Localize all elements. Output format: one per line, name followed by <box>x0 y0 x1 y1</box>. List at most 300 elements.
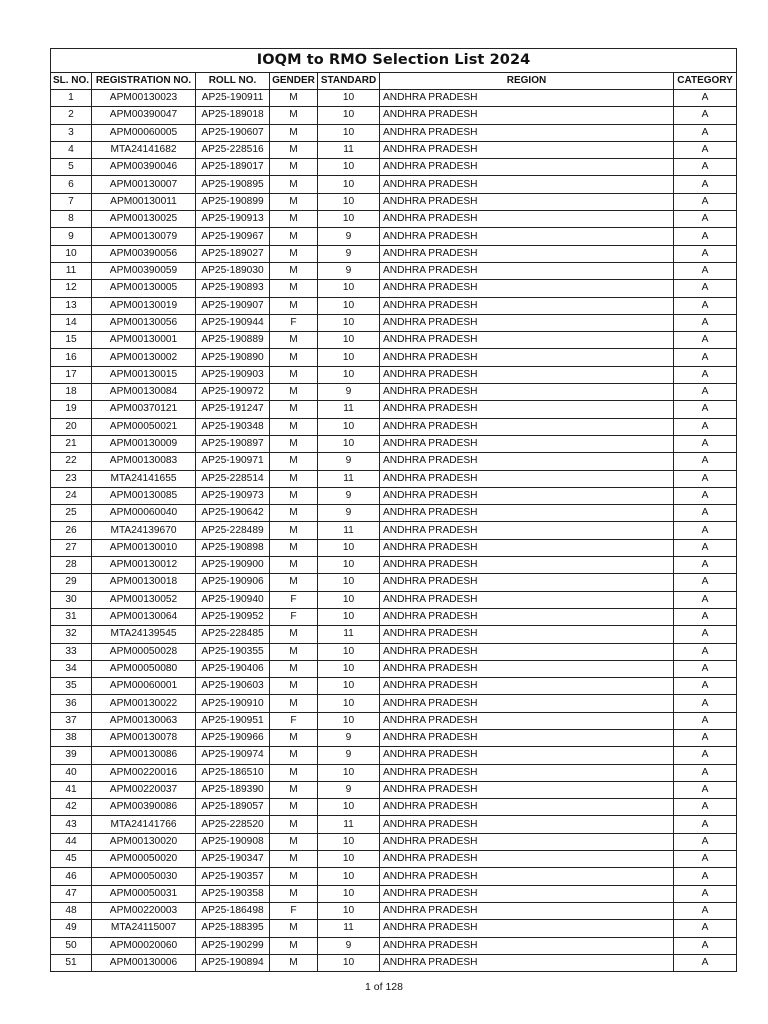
category-cell: A <box>674 332 737 349</box>
standard-cell: 10 <box>318 885 380 902</box>
roll-no-cell: AP25-228516 <box>196 141 270 158</box>
gender-cell: M <box>270 626 318 643</box>
registration-no-cell: APM00130078 <box>92 729 196 746</box>
gender-cell: M <box>270 107 318 124</box>
standard-cell: 9 <box>318 505 380 522</box>
title-row <box>51 49 737 73</box>
column-header-region: REGION <box>380 73 674 90</box>
category-cell: A <box>674 868 737 885</box>
standard-cell: 10 <box>318 660 380 677</box>
standard-cell: 9 <box>318 262 380 279</box>
region-cell: ANDHRA PRADESH <box>380 643 674 660</box>
standard-cell: 10 <box>318 539 380 556</box>
table-row <box>51 487 737 504</box>
category-cell: A <box>674 245 737 262</box>
category-cell: A <box>674 557 737 574</box>
sl-no-cell: 22 <box>51 453 92 470</box>
region-cell: ANDHRA PRADESH <box>380 626 674 643</box>
region-cell: ANDHRA PRADESH <box>380 833 674 850</box>
roll-no-cell: AP25-186510 <box>196 764 270 781</box>
category-cell: A <box>674 262 737 279</box>
category-cell: A <box>674 747 737 764</box>
gender-cell: M <box>270 522 318 539</box>
standard-cell: 9 <box>318 228 380 245</box>
gender-cell: M <box>270 660 318 677</box>
category-cell: A <box>674 505 737 522</box>
region-cell: ANDHRA PRADESH <box>380 764 674 781</box>
sl-no-cell: 51 <box>51 954 92 971</box>
standard-cell: 10 <box>318 435 380 452</box>
registration-no-cell: APM00060005 <box>92 124 196 141</box>
roll-no-cell: AP25-190895 <box>196 176 270 193</box>
gender-cell: M <box>270 937 318 954</box>
gender-cell: M <box>270 297 318 314</box>
roll-no-cell: AP25-190971 <box>196 453 270 470</box>
sl-no-cell: 3 <box>51 124 92 141</box>
sl-no-cell: 34 <box>51 660 92 677</box>
roll-no-cell: AP25-190406 <box>196 660 270 677</box>
registration-no-cell: APM00130010 <box>92 539 196 556</box>
table-row <box>51 851 737 868</box>
gender-cell: M <box>270 453 318 470</box>
roll-no-cell: AP25-228485 <box>196 626 270 643</box>
sl-no-cell: 35 <box>51 678 92 695</box>
registration-no-cell: APM00130085 <box>92 487 196 504</box>
region-cell: ANDHRA PRADESH <box>380 816 674 833</box>
roll-no-cell: AP25-190355 <box>196 643 270 660</box>
region-cell: ANDHRA PRADESH <box>380 176 674 193</box>
table-row <box>51 505 737 522</box>
roll-no-cell: AP25-189057 <box>196 799 270 816</box>
gender-cell: F <box>270 591 318 608</box>
table-row <box>51 539 737 556</box>
roll-no-cell: AP25-190967 <box>196 228 270 245</box>
registration-no-cell: APM00050020 <box>92 851 196 868</box>
category-cell: A <box>674 366 737 383</box>
registration-no-cell: APM00130052 <box>92 591 196 608</box>
registration-no-cell: APM00130019 <box>92 297 196 314</box>
table-row <box>51 262 737 279</box>
table-row <box>51 729 737 746</box>
region-cell: ANDHRA PRADESH <box>380 885 674 902</box>
sl-no-cell: 42 <box>51 799 92 816</box>
standard-cell: 11 <box>318 522 380 539</box>
sl-no-cell: 39 <box>51 747 92 764</box>
category-cell: A <box>674 539 737 556</box>
standard-cell: 10 <box>318 193 380 210</box>
table-row <box>51 90 737 107</box>
header-row <box>51 73 737 90</box>
page-number: 1 of 128 <box>365 981 403 993</box>
sl-no-cell: 33 <box>51 643 92 660</box>
sl-no-cell: 2 <box>51 107 92 124</box>
region-cell: ANDHRA PRADESH <box>380 799 674 816</box>
sl-no-cell: 23 <box>51 470 92 487</box>
roll-no-cell: AP25-190348 <box>196 418 270 435</box>
standard-cell: 10 <box>318 107 380 124</box>
sl-no-cell: 48 <box>51 902 92 919</box>
roll-no-cell: AP25-190897 <box>196 435 270 452</box>
roll-no-cell: AP25-190906 <box>196 574 270 591</box>
standard-cell: 10 <box>318 591 380 608</box>
roll-no-cell: AP25-190357 <box>196 868 270 885</box>
roll-no-cell: AP25-190907 <box>196 297 270 314</box>
roll-no-cell: AP25-190894 <box>196 954 270 971</box>
standard-cell: 10 <box>318 349 380 366</box>
standard-cell: 10 <box>318 678 380 695</box>
registration-no-cell: APM00050021 <box>92 418 196 435</box>
sl-no-cell: 41 <box>51 781 92 798</box>
region-cell: ANDHRA PRADESH <box>380 747 674 764</box>
table-row <box>51 453 737 470</box>
standard-cell: 10 <box>318 868 380 885</box>
standard-cell: 9 <box>318 245 380 262</box>
column-header-registration-no: REGISTRATION NO. <box>92 73 196 90</box>
column-header-sl-no: SL. NO. <box>51 73 92 90</box>
table-row <box>51 332 737 349</box>
roll-no-cell: AP25-190899 <box>196 193 270 210</box>
registration-no-cell: MTA24141682 <box>92 141 196 158</box>
gender-cell: M <box>270 90 318 107</box>
sl-no-cell: 20 <box>51 418 92 435</box>
gender-cell: M <box>270 401 318 418</box>
roll-no-cell: AP25-190974 <box>196 747 270 764</box>
gender-cell: M <box>270 193 318 210</box>
column-header-standard: STANDARD <box>318 73 380 90</box>
gender-cell: M <box>270 159 318 176</box>
registration-no-cell: APM00130022 <box>92 695 196 712</box>
roll-no-cell: AP25-186498 <box>196 902 270 919</box>
sl-no-cell: 36 <box>51 695 92 712</box>
registration-no-cell: MTA24139670 <box>92 522 196 539</box>
sl-no-cell: 27 <box>51 539 92 556</box>
table-row <box>51 245 737 262</box>
roll-no-cell: AP25-190898 <box>196 539 270 556</box>
registration-no-cell: APM00390047 <box>92 107 196 124</box>
region-cell: ANDHRA PRADESH <box>380 937 674 954</box>
standard-cell: 10 <box>318 764 380 781</box>
gender-cell: M <box>270 833 318 850</box>
standard-cell: 11 <box>318 470 380 487</box>
region-cell: ANDHRA PRADESH <box>380 591 674 608</box>
table-row <box>51 712 737 729</box>
sl-no-cell: 28 <box>51 557 92 574</box>
table-row <box>51 349 737 366</box>
table-row <box>51 124 737 141</box>
standard-cell: 10 <box>318 366 380 383</box>
table-row <box>51 435 737 452</box>
roll-no-cell: AP25-190952 <box>196 608 270 625</box>
gender-cell: M <box>270 124 318 141</box>
registration-no-cell: APM00130079 <box>92 228 196 245</box>
category-cell: A <box>674 574 737 591</box>
gender-cell: M <box>270 435 318 452</box>
table-row <box>51 557 737 574</box>
gender-cell: M <box>270 141 318 158</box>
sl-no-cell: 5 <box>51 159 92 176</box>
region-cell: ANDHRA PRADESH <box>380 868 674 885</box>
registration-no-cell: APM00130011 <box>92 193 196 210</box>
gender-cell: M <box>270 851 318 868</box>
gender-cell: M <box>270 470 318 487</box>
category-cell: A <box>674 678 737 695</box>
gender-cell: M <box>270 280 318 297</box>
sl-no-cell: 30 <box>51 591 92 608</box>
roll-no-cell: AP25-228520 <box>196 816 270 833</box>
category-cell: A <box>674 729 737 746</box>
category-cell: A <box>674 660 737 677</box>
registration-no-cell: APM00390086 <box>92 799 196 816</box>
sl-no-cell: 37 <box>51 712 92 729</box>
table-row <box>51 159 737 176</box>
roll-no-cell: AP25-190890 <box>196 349 270 366</box>
region-cell: ANDHRA PRADESH <box>380 280 674 297</box>
category-cell: A <box>674 643 737 660</box>
sl-no-cell: 29 <box>51 574 92 591</box>
table-row <box>51 902 737 919</box>
region-cell: ANDHRA PRADESH <box>380 522 674 539</box>
roll-no-cell: AP25-190893 <box>196 280 270 297</box>
roll-no-cell: AP25-188395 <box>196 920 270 937</box>
category-cell: A <box>674 384 737 401</box>
category-cell: A <box>674 107 737 124</box>
registration-no-cell: APM00050030 <box>92 868 196 885</box>
roll-no-cell: AP25-190889 <box>196 332 270 349</box>
gender-cell: M <box>270 505 318 522</box>
sl-no-cell: 8 <box>51 211 92 228</box>
region-cell: ANDHRA PRADESH <box>380 90 674 107</box>
region-cell: ANDHRA PRADESH <box>380 418 674 435</box>
region-cell: ANDHRA PRADESH <box>380 245 674 262</box>
roll-no-cell: AP25-191247 <box>196 401 270 418</box>
roll-no-cell: AP25-190944 <box>196 314 270 331</box>
category-cell: A <box>674 418 737 435</box>
page-title: IOQM to RMO Selection List 2024 <box>51 49 737 73</box>
table-row <box>51 660 737 677</box>
standard-cell: 11 <box>318 141 380 158</box>
standard-cell: 10 <box>318 695 380 712</box>
gender-cell: M <box>270 574 318 591</box>
standard-cell: 11 <box>318 626 380 643</box>
category-cell: A <box>674 141 737 158</box>
roll-no-cell: AP25-189018 <box>196 107 270 124</box>
sl-no-cell: 17 <box>51 366 92 383</box>
registration-no-cell: APM00050080 <box>92 660 196 677</box>
standard-cell: 10 <box>318 574 380 591</box>
table-row <box>51 816 737 833</box>
table-row <box>51 626 737 643</box>
category-cell: A <box>674 591 737 608</box>
category-cell: A <box>674 193 737 210</box>
standard-cell: 11 <box>318 920 380 937</box>
sl-no-cell: 49 <box>51 920 92 937</box>
registration-no-cell: APM00050028 <box>92 643 196 660</box>
standard-cell: 10 <box>318 159 380 176</box>
standard-cell: 10 <box>318 851 380 868</box>
category-cell: A <box>674 522 737 539</box>
standard-cell: 11 <box>318 401 380 418</box>
table-row <box>51 920 737 937</box>
category-cell: A <box>674 937 737 954</box>
sl-no-cell: 31 <box>51 608 92 625</box>
sl-no-cell: 15 <box>51 332 92 349</box>
roll-no-cell: AP25-190940 <box>196 591 270 608</box>
sl-no-cell: 46 <box>51 868 92 885</box>
category-cell: A <box>674 764 737 781</box>
region-cell: ANDHRA PRADESH <box>380 851 674 868</box>
registration-no-cell: APM00220003 <box>92 902 196 919</box>
category-cell: A <box>674 280 737 297</box>
sl-no-cell: 45 <box>51 851 92 868</box>
gender-cell: M <box>270 228 318 245</box>
registration-no-cell: APM00390046 <box>92 159 196 176</box>
standard-cell: 9 <box>318 781 380 798</box>
standard-cell: 10 <box>318 90 380 107</box>
selection-list-sheet <box>50 48 736 972</box>
gender-cell: F <box>270 712 318 729</box>
category-cell: A <box>674 712 737 729</box>
roll-no-cell: AP25-190903 <box>196 366 270 383</box>
sl-no-cell: 44 <box>51 833 92 850</box>
registration-no-cell: APM00130001 <box>92 332 196 349</box>
gender-cell: F <box>270 314 318 331</box>
sl-no-cell: 43 <box>51 816 92 833</box>
roll-no-cell: AP25-190900 <box>196 557 270 574</box>
roll-no-cell: AP25-228514 <box>196 470 270 487</box>
category-cell: A <box>674 833 737 850</box>
sl-no-cell: 19 <box>51 401 92 418</box>
registration-no-cell: APM00130020 <box>92 833 196 850</box>
standard-cell: 10 <box>318 176 380 193</box>
registration-no-cell: APM00060001 <box>92 678 196 695</box>
region-cell: ANDHRA PRADESH <box>380 920 674 937</box>
registration-no-cell: MTA24141655 <box>92 470 196 487</box>
registration-no-cell: APM00130002 <box>92 349 196 366</box>
registration-no-cell: APM00130056 <box>92 314 196 331</box>
region-cell: ANDHRA PRADESH <box>380 954 674 971</box>
registration-no-cell: MTA24139545 <box>92 626 196 643</box>
region-cell: ANDHRA PRADESH <box>380 678 674 695</box>
category-cell: A <box>674 124 737 141</box>
table-row <box>51 470 737 487</box>
registration-no-cell: APM00130063 <box>92 712 196 729</box>
table-row <box>51 954 737 971</box>
table-row <box>51 418 737 435</box>
sl-no-cell: 12 <box>51 280 92 297</box>
category-cell: A <box>674 176 737 193</box>
sl-no-cell: 32 <box>51 626 92 643</box>
gender-cell: M <box>270 643 318 660</box>
registration-no-cell: APM00130005 <box>92 280 196 297</box>
gender-cell: M <box>270 920 318 937</box>
region-cell: ANDHRA PRADESH <box>380 608 674 625</box>
gender-cell: M <box>270 816 318 833</box>
sl-no-cell: 14 <box>51 314 92 331</box>
table-row <box>51 522 737 539</box>
region-cell: ANDHRA PRADESH <box>380 211 674 228</box>
region-cell: ANDHRA PRADESH <box>380 470 674 487</box>
roll-no-cell: AP25-190642 <box>196 505 270 522</box>
gender-cell: M <box>270 176 318 193</box>
table-row <box>51 885 737 902</box>
standard-cell: 10 <box>318 833 380 850</box>
category-cell: A <box>674 453 737 470</box>
sl-no-cell: 47 <box>51 885 92 902</box>
registration-no-cell: MTA24141766 <box>92 816 196 833</box>
table-row <box>51 384 737 401</box>
table-row <box>51 643 737 660</box>
standard-cell: 9 <box>318 747 380 764</box>
category-cell: A <box>674 626 737 643</box>
registration-no-cell: APM00370121 <box>92 401 196 418</box>
region-cell: ANDHRA PRADESH <box>380 366 674 383</box>
gender-cell: M <box>270 349 318 366</box>
table-body <box>51 90 737 972</box>
category-cell: A <box>674 954 737 971</box>
standard-cell: 10 <box>318 902 380 919</box>
sl-no-cell: 10 <box>51 245 92 262</box>
table-row <box>51 297 737 314</box>
category-cell: A <box>674 885 737 902</box>
sl-no-cell: 26 <box>51 522 92 539</box>
category-cell: A <box>674 470 737 487</box>
region-cell: ANDHRA PRADESH <box>380 902 674 919</box>
sl-no-cell: 16 <box>51 349 92 366</box>
standard-cell: 9 <box>318 487 380 504</box>
table-row <box>51 833 737 850</box>
sl-no-cell: 4 <box>51 141 92 158</box>
roll-no-cell: AP25-190966 <box>196 729 270 746</box>
roll-no-cell: AP25-190951 <box>196 712 270 729</box>
category-cell: A <box>674 608 737 625</box>
category-cell: A <box>674 902 737 919</box>
table-row <box>51 141 737 158</box>
standard-cell: 9 <box>318 729 380 746</box>
roll-no-cell: AP25-190347 <box>196 851 270 868</box>
registration-no-cell: APM00390056 <box>92 245 196 262</box>
table-row <box>51 176 737 193</box>
table-row <box>51 366 737 383</box>
registration-no-cell: APM00130018 <box>92 574 196 591</box>
region-cell: ANDHRA PRADESH <box>380 574 674 591</box>
registration-no-cell: APM00130086 <box>92 747 196 764</box>
sl-no-cell: 6 <box>51 176 92 193</box>
registration-no-cell: APM00130064 <box>92 608 196 625</box>
registration-no-cell: APM00130012 <box>92 557 196 574</box>
sl-no-cell: 38 <box>51 729 92 746</box>
region-cell: ANDHRA PRADESH <box>380 487 674 504</box>
sl-no-cell: 40 <box>51 764 92 781</box>
category-cell: A <box>674 159 737 176</box>
table-row <box>51 280 737 297</box>
gender-cell: M <box>270 418 318 435</box>
roll-no-cell: AP25-190913 <box>196 211 270 228</box>
region-cell: ANDHRA PRADESH <box>380 262 674 279</box>
standard-cell: 10 <box>318 608 380 625</box>
table-row <box>51 228 737 245</box>
sl-no-cell: 11 <box>51 262 92 279</box>
gender-cell: M <box>270 487 318 504</box>
sl-no-cell: 1 <box>51 90 92 107</box>
table-row <box>51 747 737 764</box>
table-row <box>51 574 737 591</box>
region-cell: ANDHRA PRADESH <box>380 124 674 141</box>
table-row <box>51 211 737 228</box>
roll-no-cell: AP25-228489 <box>196 522 270 539</box>
gender-cell: M <box>270 211 318 228</box>
registration-no-cell: APM00130007 <box>92 176 196 193</box>
standard-cell: 11 <box>318 816 380 833</box>
